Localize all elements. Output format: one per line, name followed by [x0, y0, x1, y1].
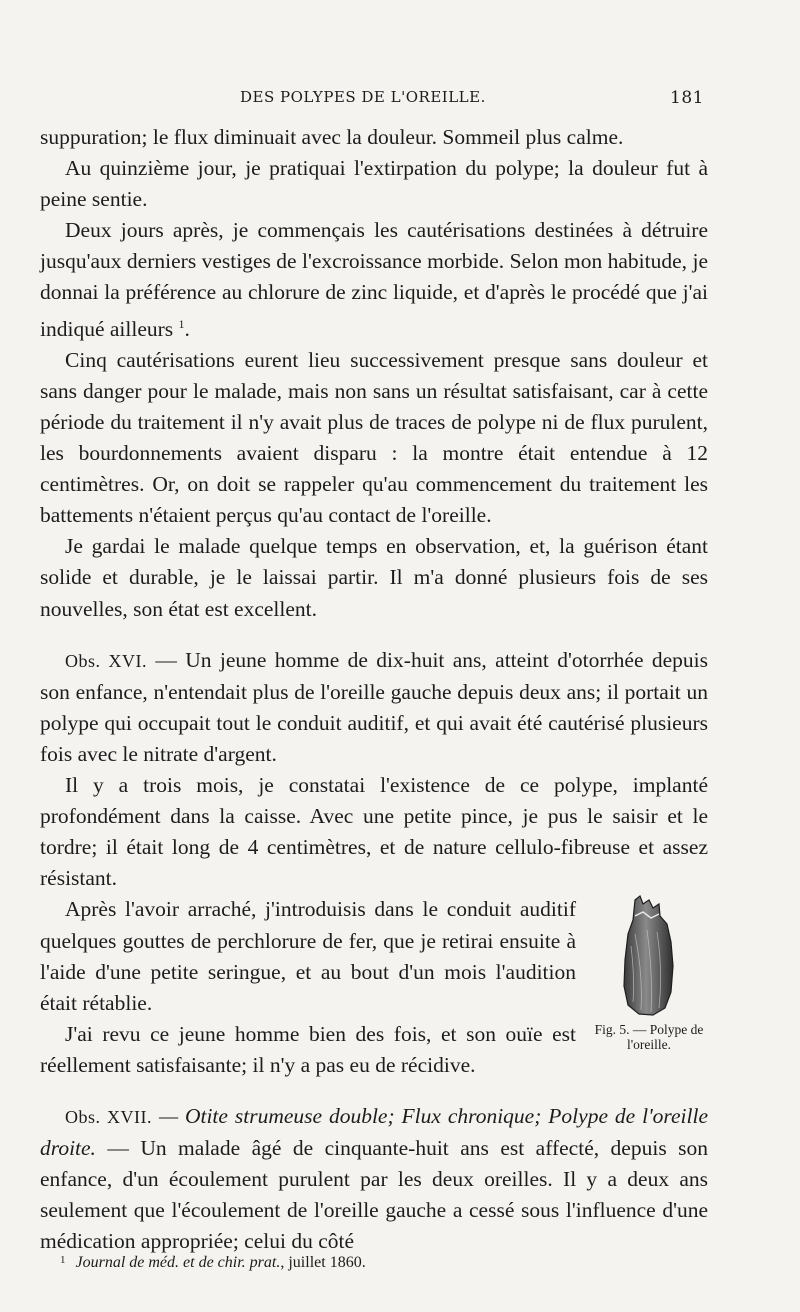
running-title: DES POLYPES DE L'OREILLE. — [240, 88, 486, 106]
polyp-illustration — [613, 894, 685, 1018]
footnote-source: Journal de méd. et de chir. prat. — [75, 1254, 281, 1271]
paragraph: Il y a trois mois, je constatai l'existence de ce polype, implanté profondément dans la caisse. Avec une petite pince, je pus le saisir et le tordre; il était long de 4 centimètres, et de nature cellulo-fibreuse et assez résistant. — [40, 773, 708, 891]
paragraph: J'ai revu ce jeune homme bien des fois, et son ouïe est réellement satisfaisante; il n'y a pas eu de récidive. — [40, 1021, 576, 1077]
observation-17 — [40, 1101, 708, 1257]
observation-text: — Un jeune homme de dix-huit ans, atteint d'otorrhée depuis son enfance, n'entendait plus de l'oreille gauche depuis deux ans; il portait un polype qui occupait tout le conduit auditif, et qui avait été cautérisé plusieurs fois avec le nitrate d'argent. — [40, 647, 708, 766]
paragraph: Cinq cautérisations eurent lieu successivement presque sans douleur et sans danger pour le malade, mais non sans un résultat satisfaisant, car à cette période du traitement il n'y avait plus de traces de polype ni de flux purulent, les bourdonnements avaient disparu : la montre était entendue à 12 centimètres. Or, on doit se rappeler qu'au commencement du traitement les battements n'étaient perçus qu'au contact de l'oreille. — [40, 347, 708, 528]
observation-label: Obs. XVI. — [65, 650, 147, 671]
footnote — [60, 1254, 366, 1272]
observation-16 — [40, 645, 708, 770]
paragraph: suppuration; le flux diminuait avec la douleur. Sommeil plus calme. — [40, 125, 624, 149]
body-text — [40, 122, 708, 1257]
page-number: 181 — [670, 88, 704, 108]
figure-caption: Fig. 5. — Polype de l'oreille. — [594, 1022, 704, 1053]
figure — [590, 894, 708, 1052]
observation-text: — Un malade âgé de cinquante-huit ans est affecté, depuis son enfance, d'un écoulement purulent par les deux oreilles. Il y a deux ans seulement que l'écoulement de l'oreille gauche a cessé sous l'influence d'une médication appropriée; celui du côté — [40, 1136, 708, 1254]
paragraph-end: . — [184, 316, 190, 341]
paragraph: Je gardai le malade quelque temps en observation, et, la guérison étant solide et durable, je le laissai partir. Il m'a donné plusieurs fois de ses nouvelles, son état est excellent. — [40, 534, 708, 621]
paragraph: Au quinzième jour, je pratiquai l'extirpation du polype; la douleur fut à peine sentie. — [40, 156, 708, 212]
footnote-marker: 1 — [60, 1254, 66, 1266]
observation-label: Obs. XVII. — [65, 1106, 153, 1127]
paragraph: Après l'avoir arraché, j'introduisis dans le conduit auditif quelques gouttes de perchlorure de fer, que je retirai ensuite à l'aide d'une petite seringue, et au bout d'un mois l'audition était rétablie. — [40, 897, 576, 1015]
paragraph — [40, 215, 708, 345]
paragraph-text: Deux jours après, je commençais les cautérisations destinées à détruire jusqu'aux derniers vestiges de l'excroissance morbide. Selon mon habitude, je donnai la préférence au chlorure de zinc liquide, et d'après le procédé que j'ai indiqué ailleurs — [40, 218, 708, 341]
footnote-reference[interactable]: 1 — [178, 316, 185, 331]
footnote-date: , juillet 1860. — [280, 1254, 366, 1271]
observation-title: — Otite strumeuse double; Flux chronique; Polype de l'oreille droite. — [40, 1103, 708, 1161]
